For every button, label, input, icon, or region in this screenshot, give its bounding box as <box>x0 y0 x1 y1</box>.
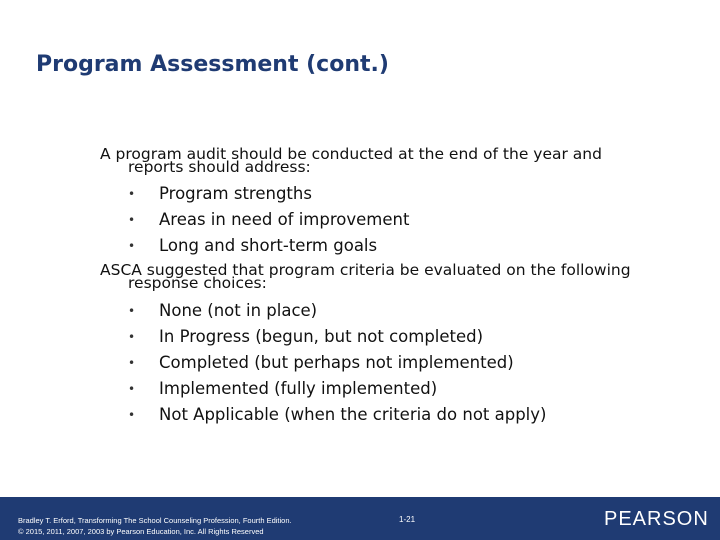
list-item <box>128 181 409 207</box>
bullet-icon: • <box>128 330 136 344</box>
list-item-label: None (not in place) <box>159 301 318 320</box>
list-item <box>128 350 546 376</box>
audit-intro-paragraph <box>100 145 602 176</box>
list-item <box>128 207 409 233</box>
audit-intro-line-2: reports should address: <box>128 158 311 176</box>
bullet-icon: • <box>128 356 136 370</box>
page-number: 1-21 <box>399 515 416 524</box>
list-item <box>128 402 546 428</box>
pearson-logo: PEARSON <box>604 508 709 530</box>
list-item-label: Long and short-term goals <box>159 236 378 255</box>
bullet-icon: • <box>128 239 136 253</box>
bullet-icon: • <box>128 187 136 201</box>
list-item-label: Completed (but perhaps not implemented) <box>159 353 514 372</box>
list-item-label: Areas in need of improvement <box>159 210 410 229</box>
list-item <box>128 233 409 259</box>
slide-title: Program Assessment (cont.) <box>36 52 389 77</box>
asca-line-1: ASCA suggested that program criteria be evaluated on the following <box>100 261 631 279</box>
asca-paragraph <box>100 261 631 292</box>
response-choices-list <box>128 298 546 428</box>
list-item-label: Not Applicable (when the criteria do not apply) <box>159 405 547 424</box>
list-item-label: Implemented (fully implemented) <box>159 379 438 398</box>
footer-citation <box>18 515 292 537</box>
list-item <box>128 298 546 324</box>
list-item-label: Program strengths <box>159 184 312 203</box>
bullet-icon: • <box>128 382 136 396</box>
bullet-icon: • <box>128 304 136 318</box>
bullet-icon: • <box>128 213 136 227</box>
citation-line-1: Bradley T. Erford, Transforming The School Counseling Profession, Fourth Edition. <box>18 516 292 525</box>
list-item <box>128 376 546 402</box>
citation-line-2: © 2015, 2011, 2007, 2003 by Pearson Education, Inc. All Rights Reserved <box>18 527 264 536</box>
audit-intro-line-1: A program audit should be conducted at the end of the year and <box>100 145 602 163</box>
audit-items-list <box>128 181 409 259</box>
list-item <box>128 324 546 350</box>
list-item-label: In Progress (begun, but not completed) <box>159 327 484 346</box>
asca-line-2: response choices: <box>128 274 267 292</box>
bullet-icon: • <box>128 408 136 422</box>
